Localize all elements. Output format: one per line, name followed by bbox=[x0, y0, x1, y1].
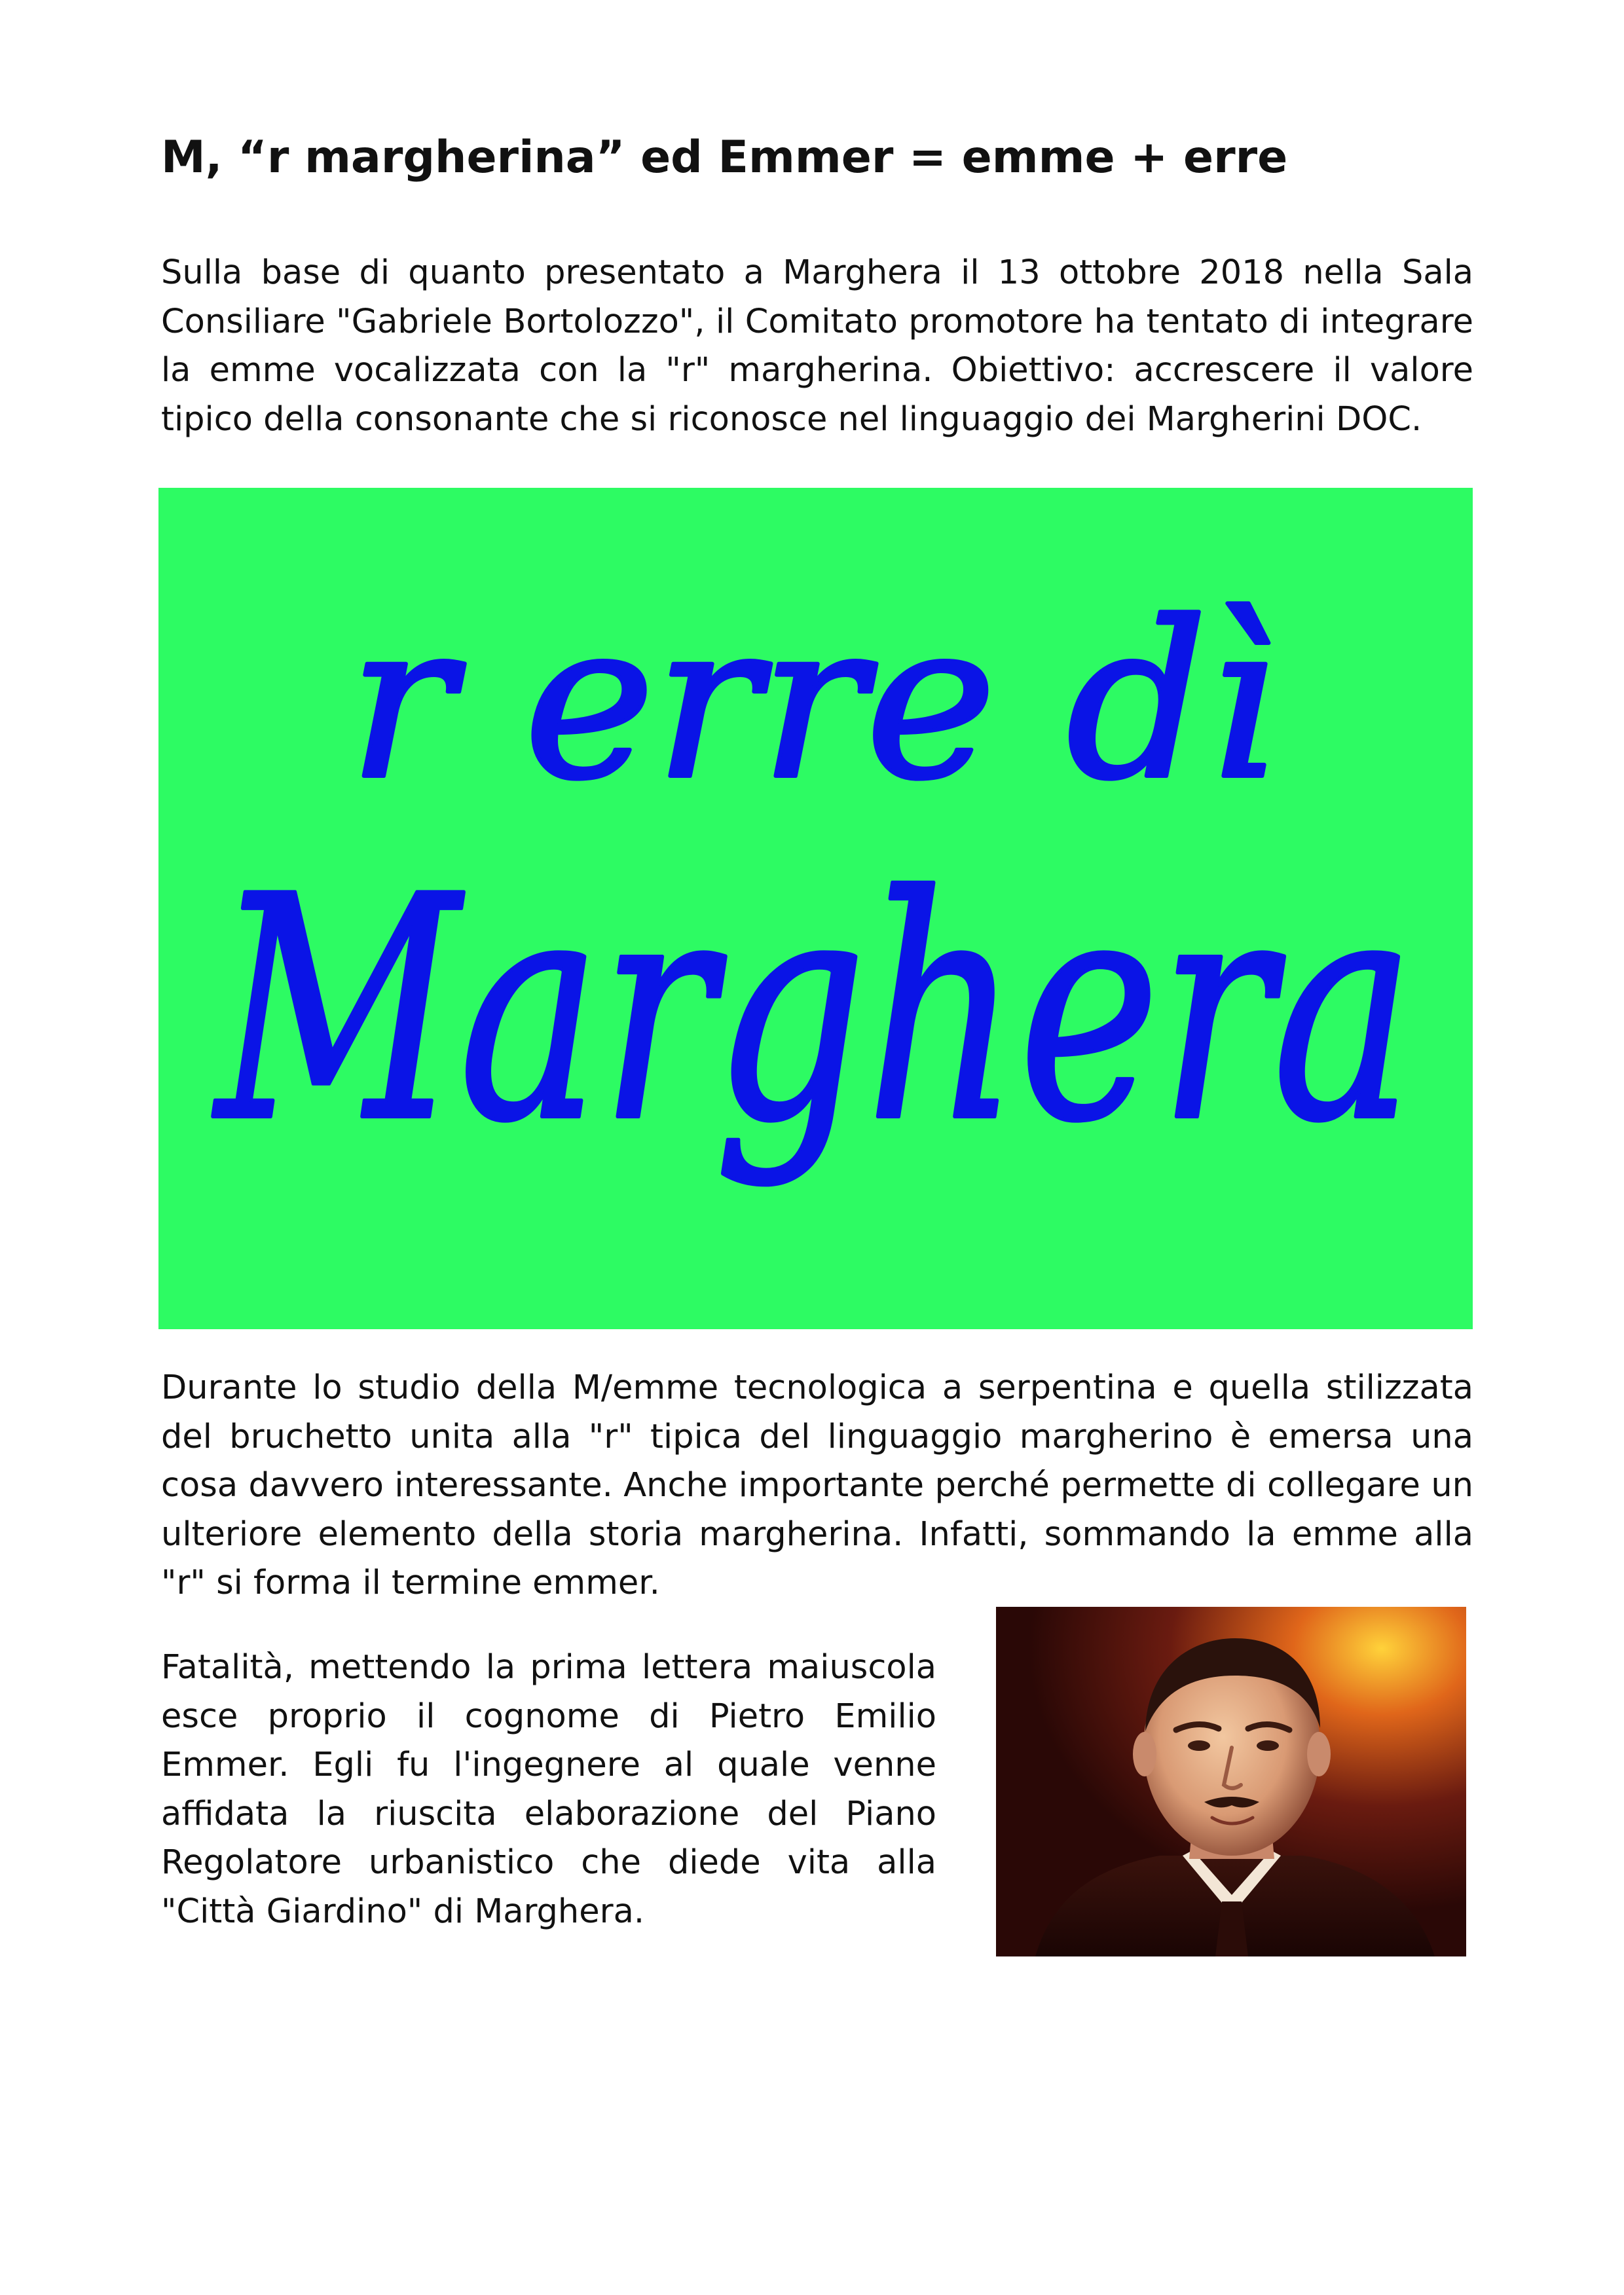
banner-line-1: r erre dì bbox=[348, 576, 1278, 827]
man-portrait-image bbox=[996, 1607, 1466, 1956]
paragraph-intro: Sulla base di quanto presentato a Marghera il 13 ottobre 2018 nella Sala Consiliare "Gabriele Bortolozzo", il Comitato promotore ha tentato di integrare la emme vocalizzata con la "r" margherina. Obiettivo: accrescere il valore tipico della consonante che si riconosce nel linguaggio dei Margherini DOC. bbox=[161, 253, 1473, 439]
r-erre-di-marghera-banner bbox=[158, 488, 1473, 1329]
document-title: M, “r margherina” ed Emmer = emme + erre bbox=[161, 132, 1288, 183]
paragraph-emmer: Fatalità, mettendo la prima lettera maiuscola esce proprio il cognome di Pietro Emilio Emmer. Egli fu l'ingegnere al quale venne affidata la riuscita elaborazione del Piano Regolatore urbanistico che diede vita alla "Città Giardino" di Marghera. bbox=[161, 1648, 936, 1931]
portrait-photo bbox=[996, 1607, 1466, 1956]
banner-line-2: Marghera bbox=[212, 831, 1414, 1189]
paragraph-study: Durante lo studio della M/emme tecnologica a serpentina e quella stilizzata del bruchetto unita alla "r" tipica del linguaggio margherino è emersa una cosa davvero interessante. Anche importante perché permette di collegare un ulteriore elemento della storia margherina. Infatti, sommando la emme alla "r" si forma il termine emmer. bbox=[161, 1368, 1473, 1602]
banner-graphic bbox=[158, 488, 1473, 1329]
